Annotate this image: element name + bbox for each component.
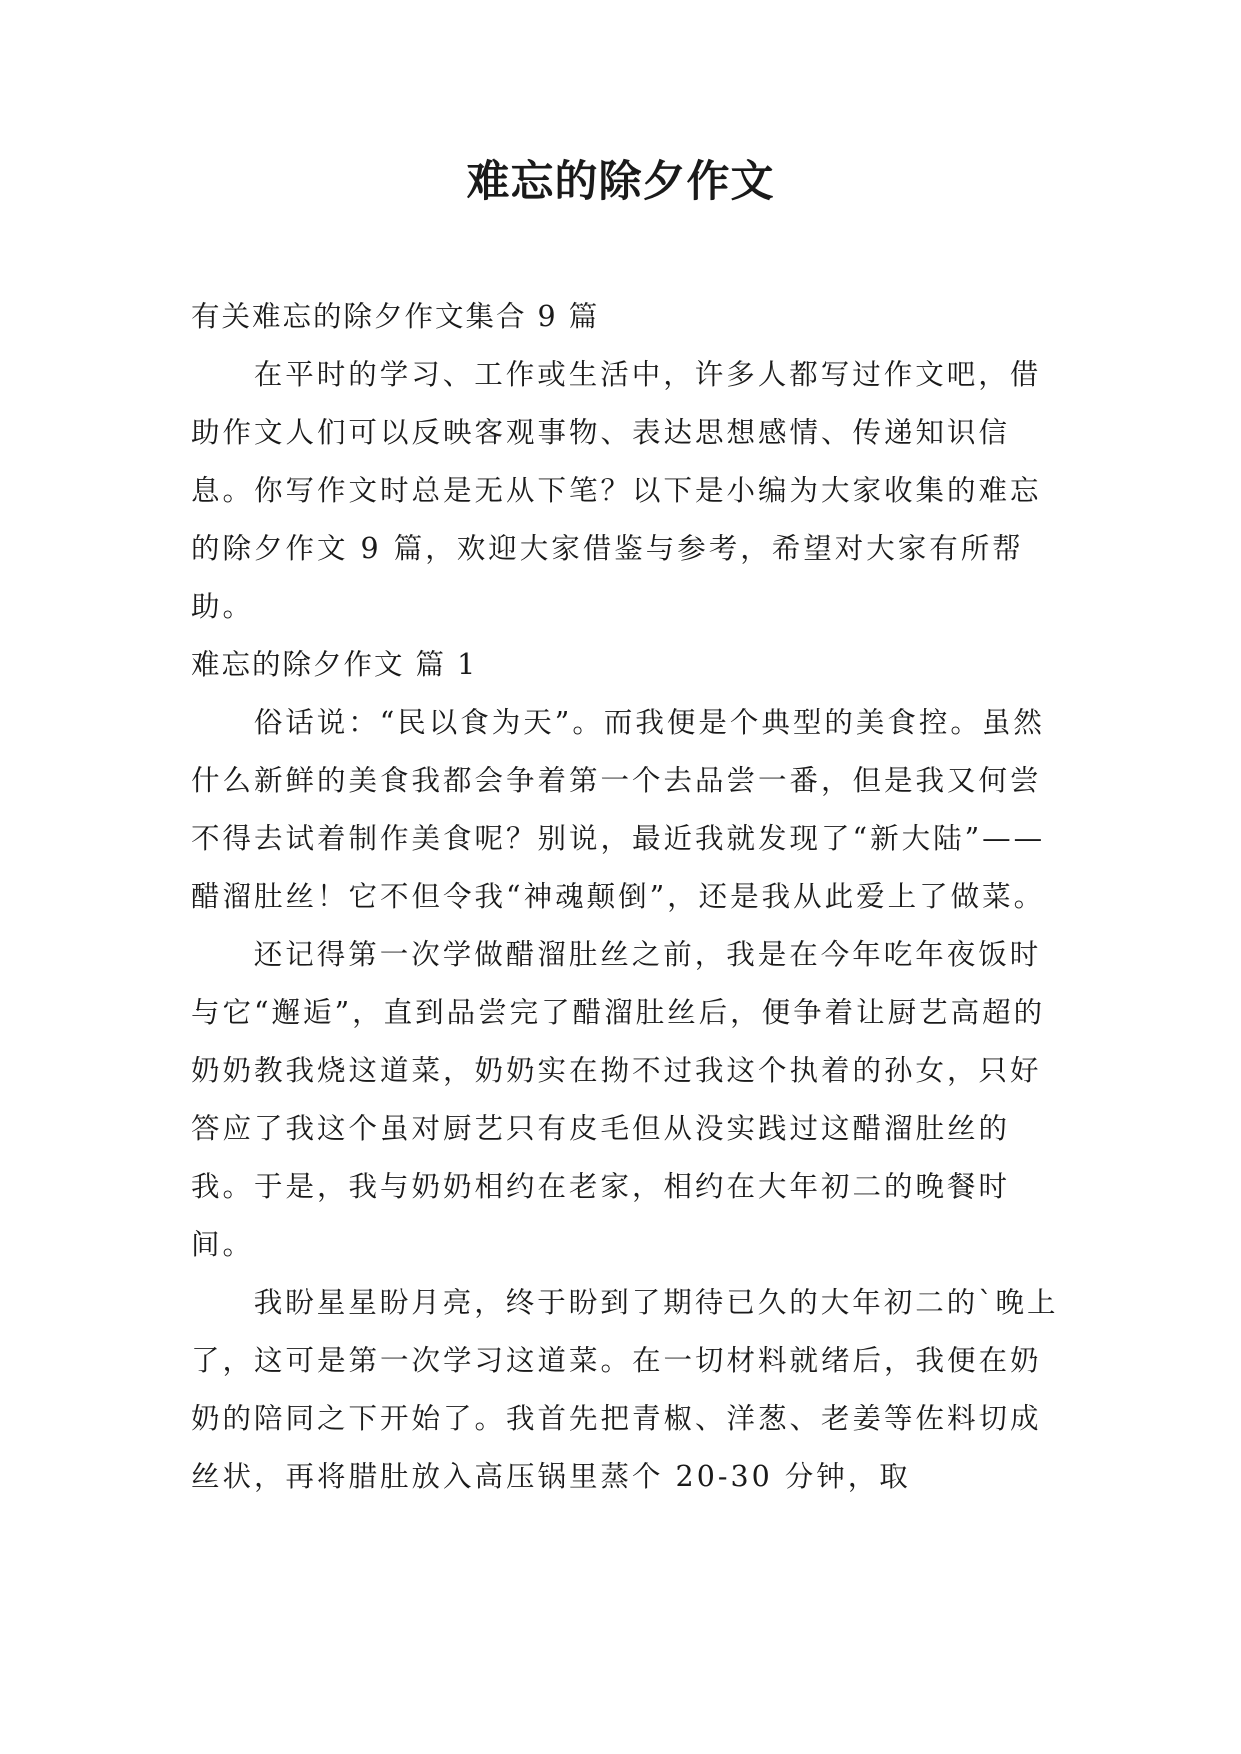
document-subtitle: 有关难忘的除夕作文集合 9 篇 [191, 300, 600, 333]
body-paragraph-1: 俗话说：“民以食为天”。而我便是个典型的美食控。虽然什么新鲜的美食我都会争着第一个去品尝一番，但是我又何尝不得去试着制作美食呢？别说，最近我就发现了“新大陆”——醋溜肚丝！它不但令我“神魂颠倒”，还是我从此爱上了做菜。 [191, 706, 1046, 913]
section-heading: 难忘的除夕作文 篇 1 [191, 648, 478, 681]
document-title: 难忘的除夕作文 [466, 157, 775, 207]
document-body [191, 288, 1061, 1506]
body-paragraph-3: 我盼星星盼月亮，终于盼到了期待已久的大年初二的`晚上了，这可是第一次学习这道菜。在一切材料就绪后，我便在奶奶的陪同之下开始了。我首先把青椒、洋葱、老姜等佐料切成丝状，再将腊肚放入高压锅里蒸个 20-30 分钟，取 [191, 1286, 1059, 1493]
intro-paragraph: 在平时的学习、工作或生活中，许多人都写过作文吧，借助作文人们可以反映客观事物、表达思想感情、传递知识信息。你写作文时总是无从下笔？以下是小编为大家收集的难忘的除夕作文 9 篇，欢迎大家借鉴与参考，希望对大家有所帮助。 [191, 358, 1042, 623]
body-paragraph-2: 还记得第一次学做醋溜肚丝之前，我是在今年吃年夜饭时与它“邂逅”，直到品尝完了醋溜肚丝后，便争着让厨艺高超的奶奶教我烧这道菜，奶奶实在拗不过我这个执着的孙女，只好答应了我这个虽对厨艺只有皮毛但从没实践过这醋溜肚丝的我。于是，我与奶奶相约在老家，相约在大年初二的晚餐时间。 [191, 938, 1046, 1261]
